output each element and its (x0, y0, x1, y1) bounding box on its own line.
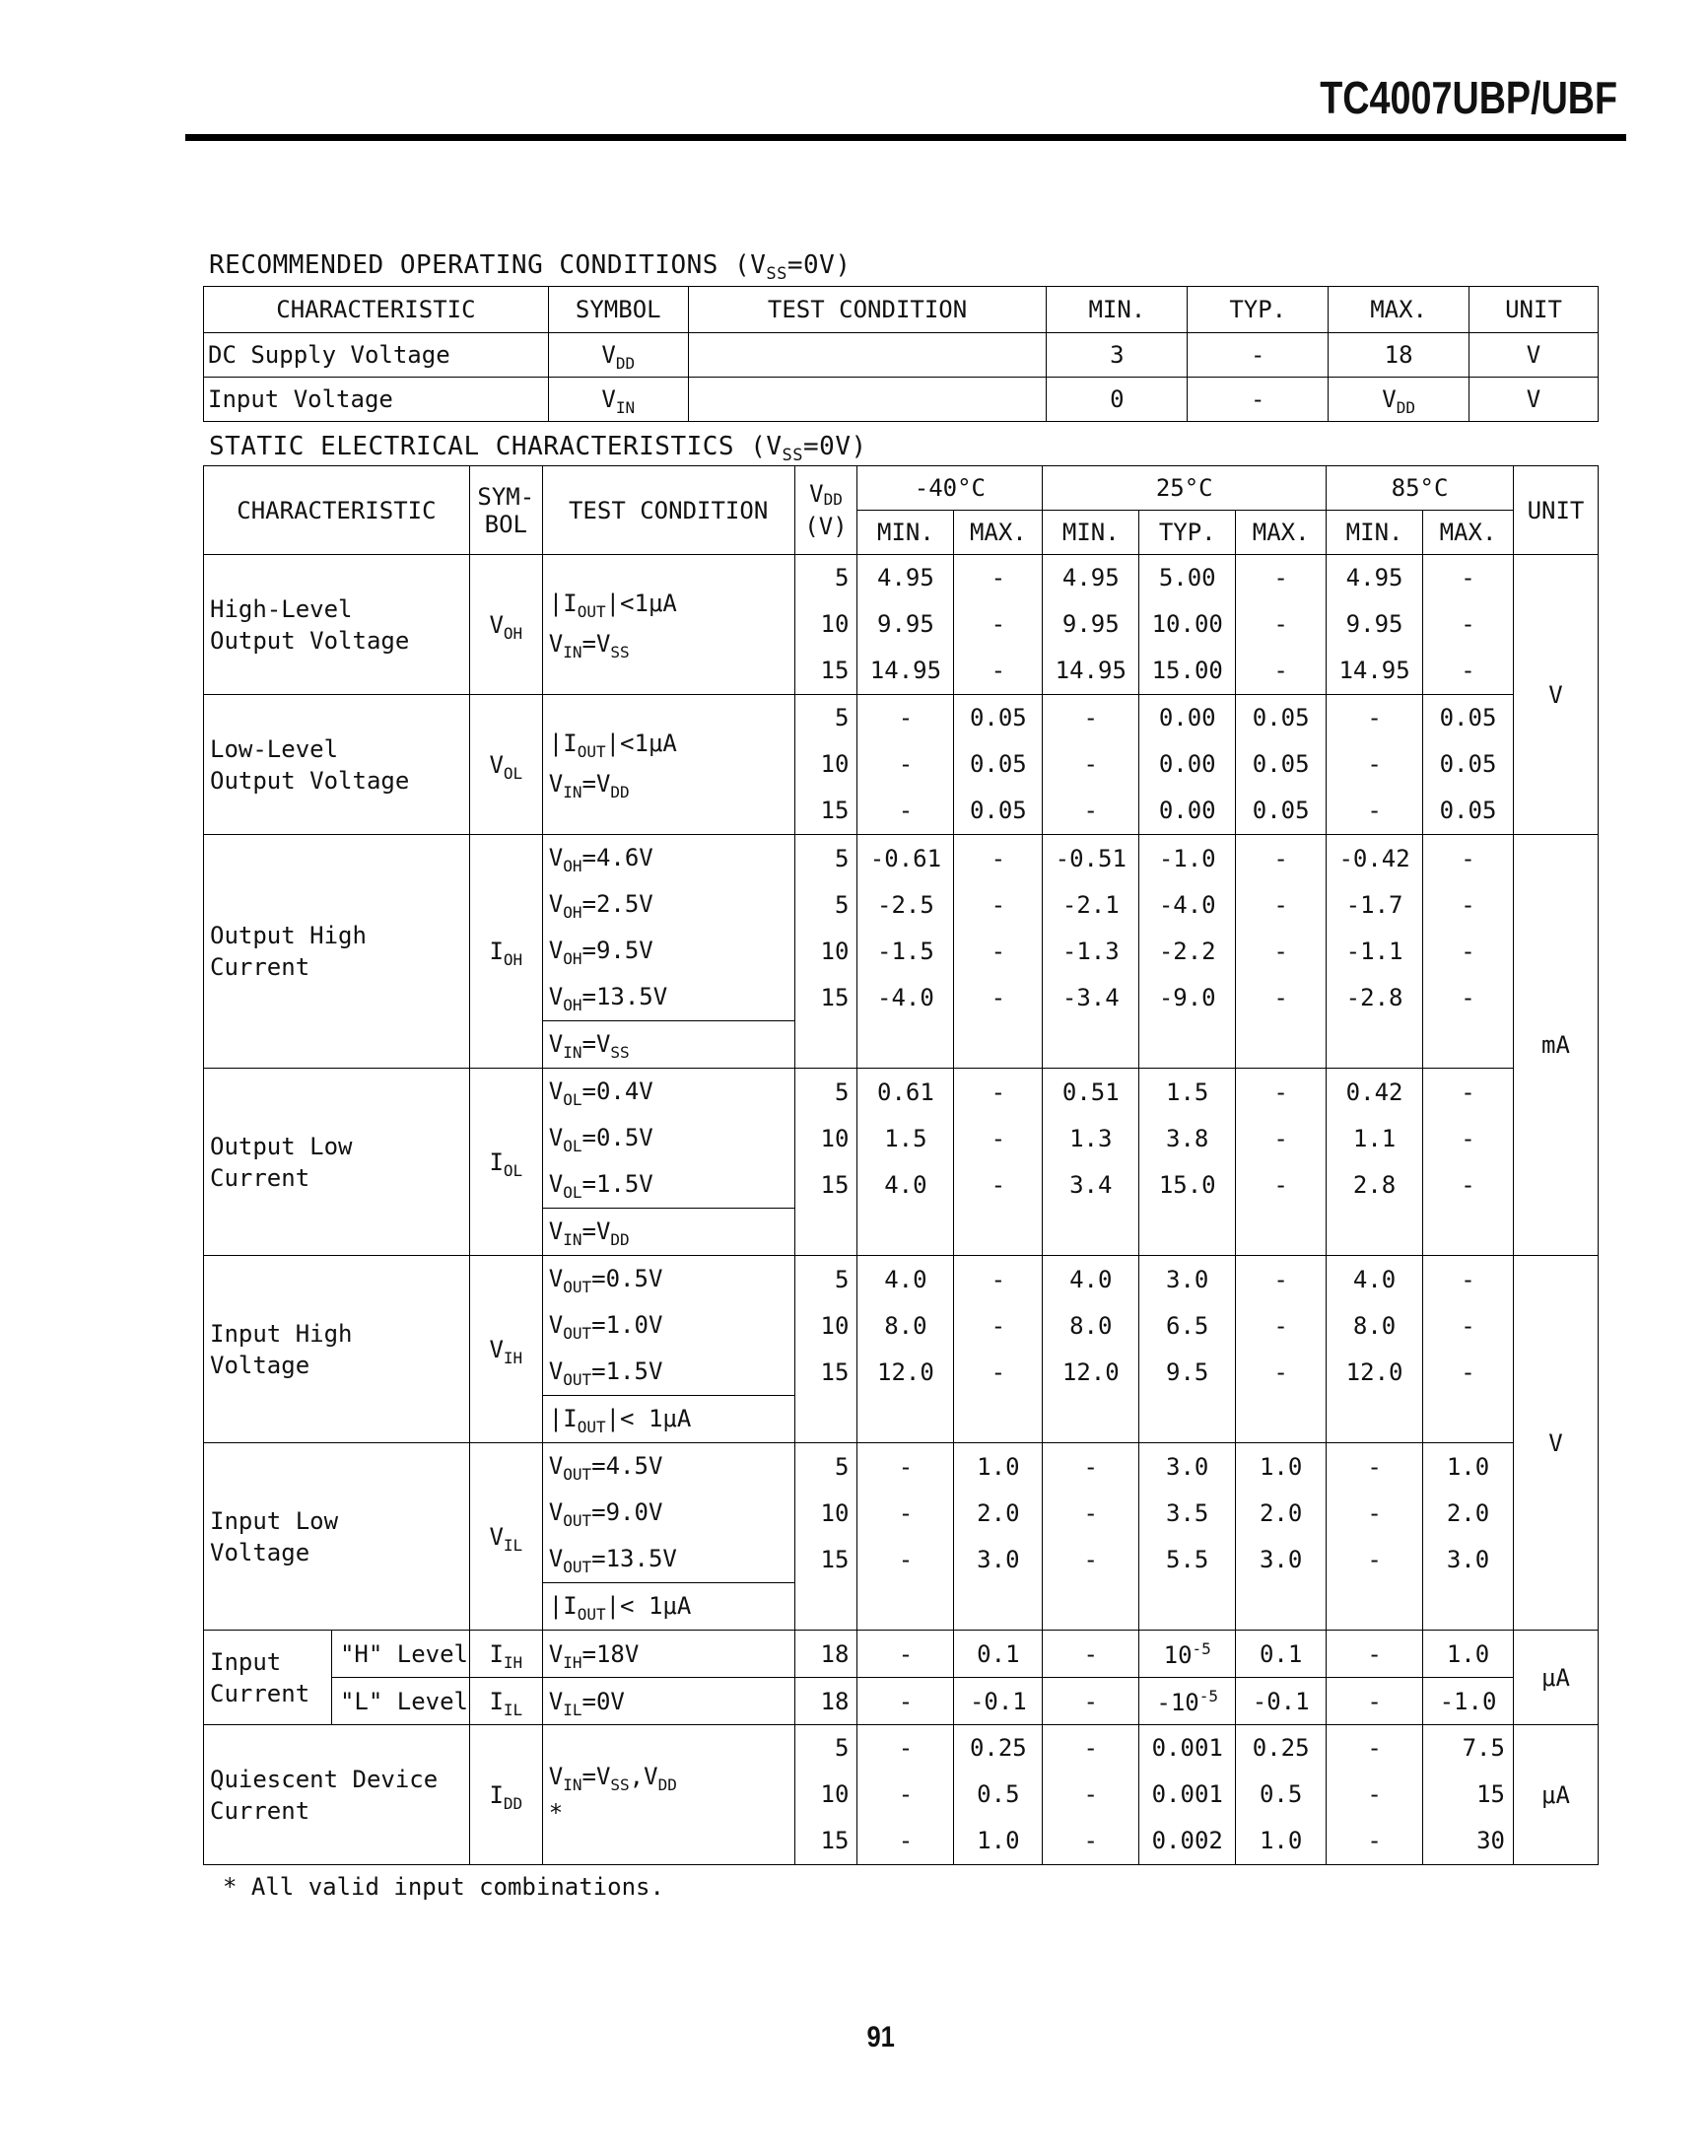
cell-char: Input Voltage (204, 378, 549, 422)
cell-85-max: 0.05 0.05 0.05 (1423, 695, 1514, 835)
col-typ: TYP. (1188, 287, 1329, 333)
col-min: MIN. (1327, 511, 1423, 555)
col-min: MIN. (857, 511, 954, 555)
col-min: MIN. (1047, 287, 1188, 333)
col-typ: TYP. (1139, 511, 1236, 555)
col-test-condition: TEST CONDITION (688, 287, 1047, 333)
col-max: MAX. (1236, 511, 1327, 555)
cell-m40-min: - - - (857, 1725, 954, 1865)
cell-m40-max: 0.1 (954, 1631, 1043, 1678)
cell-level: "L" Level (331, 1678, 469, 1725)
cell-m40-min: - - - (857, 695, 954, 835)
static-electrical-characteristics-table (203, 465, 1599, 1865)
cell-25-typ: 3.0 3.5 5.5 (1139, 1443, 1236, 1631)
col-test-condition: TEST CONDITION (542, 466, 794, 555)
cell-sym: $V_{IL}$ (469, 1443, 542, 1631)
cell-25-min: 4.0 8.0 12.0 (1043, 1256, 1139, 1443)
cell-max: 18 (1329, 333, 1469, 378)
cell-25-typ: 3.0 6.5 9.5 (1139, 1256, 1236, 1443)
cell-char: DC Supply Voltage (204, 333, 549, 378)
cell-unit: V (1513, 1256, 1598, 1631)
col-unit: UNIT (1469, 287, 1599, 333)
cell-cond: $V_{OL}=0.4V$ $V_{OL}=0.5V$ $V_{OL}=1.5V$ $V_{IN}=V_{DD}$ (542, 1069, 794, 1256)
cell-25-min: - (1043, 1678, 1139, 1725)
cell-char: High-Level Output Voltage (204, 555, 470, 695)
cell-85-max: - - - (1423, 1256, 1514, 1443)
cell-sym: $I_{OH}$ (469, 835, 542, 1069)
cell-m40-max: - - - (954, 1256, 1043, 1443)
col-max: MAX. (1423, 511, 1514, 555)
cell-25-min: -0.51 -2.1 -1.3 -3.4 (1043, 835, 1139, 1069)
cell-85-min: - - - (1327, 1443, 1423, 1631)
cell-m40-min: - - - (857, 1443, 954, 1631)
cell-cond: $V_{OH}=4.6V$ $V_{OH}=2.5V$ $V_{OH}=9.5V$ $V_{OH}=13.5V$ $V_{IN}=V_{SS}$ (542, 835, 794, 1069)
cell-typ: - (1188, 333, 1329, 378)
cell-vdd: 5 10 15 (794, 1443, 857, 1631)
cell-25-max: - - - (1236, 1069, 1327, 1256)
cell-unit: V (1469, 333, 1599, 378)
cell-25-max: 0.1 (1236, 1631, 1327, 1678)
cell-char: Input High Voltage (204, 1256, 470, 1443)
col-max: MAX. (954, 511, 1043, 555)
cell-25-max: - - - (1236, 1256, 1327, 1443)
cell-m40-min: -0.61 -2.5 -1.5 -4.0 (857, 835, 954, 1069)
cell-vdd: 5 10 15 (794, 1256, 857, 1443)
cell-25-typ: $-10^{-5}$ (1139, 1678, 1236, 1725)
col-max: MAX. (1329, 287, 1469, 333)
col-unit: UNIT (1513, 466, 1598, 555)
roc-section-title: RECOMMENDED OPERATING CONDITIONS $(V_{SS}=0V)$ (209, 250, 852, 285)
cell-char: Input Low Voltage (204, 1443, 470, 1631)
cell-max: $V_{DD}$ (1329, 378, 1469, 422)
cell-25-typ: 0.00 0.00 0.00 (1139, 695, 1236, 835)
cell-25-min: 0.51 1.3 3.4 (1043, 1069, 1139, 1256)
cell-m40-min: 4.0 8.0 12.0 (857, 1256, 954, 1443)
cell-85-max: - - - (1423, 555, 1514, 695)
cell-m40-min: 0.61 1.5 4.0 (857, 1069, 954, 1256)
cell-85-min: - - - (1327, 695, 1423, 835)
cell-25-max: -0.1 (1236, 1678, 1327, 1725)
cell-25-max: 1.0 2.0 3.0 (1236, 1443, 1327, 1631)
cell-25-typ: $10^{-5}$ (1139, 1631, 1236, 1678)
cell-sym: $I_{OL}$ (469, 1069, 542, 1256)
header-rule (185, 134, 1626, 141)
cell-char: Output High Current (204, 835, 470, 1069)
col-temp-25: 25°C (1043, 466, 1327, 511)
cell-85-max: - - - (1423, 1069, 1514, 1256)
cell-m40-min: 4.95 9.95 14.95 (857, 555, 954, 695)
roc-row-input-voltage (204, 378, 1599, 422)
cell-85-min: -0.42 -1.7 -1.1 -2.8 (1327, 835, 1423, 1069)
cell-25-min: 4.95 9.95 14.95 (1043, 555, 1139, 695)
sec-header-row-1 (204, 466, 1599, 511)
cell-cond (688, 378, 1047, 422)
cell-unit: μA (1513, 1631, 1598, 1725)
cell-m40-max: 0.25 0.5 1.0 (954, 1725, 1043, 1865)
cell-85-min: 4.0 8.0 12.0 (1327, 1256, 1423, 1443)
cell-25-max: - - - - (1236, 835, 1327, 1069)
roc-header-row (204, 287, 1599, 333)
cell-25-min: - - - (1043, 1443, 1139, 1631)
col-symbol: SYM- BOL (469, 466, 542, 555)
cell-m40-max: 0.05 0.05 0.05 (954, 695, 1043, 835)
row-output-low-current (204, 1069, 1599, 1256)
cell-m40-max: - - - - (954, 835, 1043, 1069)
cell-85-max: 7.5 15 30 (1423, 1725, 1514, 1865)
cell-25-max: - - - (1236, 555, 1327, 695)
cell-cond: $V_{OUT}=4.5V$ $V_{OUT}=9.0V$ $V_{OUT}=13.5V$ $|I_{OUT}|< 1\mu A$ (542, 1443, 794, 1631)
cell-unit: μA (1513, 1725, 1598, 1865)
row-high-level-output-voltage (204, 555, 1599, 695)
cell-char: Low-Level Output Voltage (204, 695, 470, 835)
cell-unit: V (1513, 555, 1598, 835)
cell-m40-max: 1.0 2.0 3.0 (954, 1443, 1043, 1631)
cell-char: Quiescent Device Current (204, 1725, 470, 1865)
cell-unit: mA (1513, 835, 1598, 1256)
cell-25-min: - (1043, 1631, 1139, 1678)
cell-min: 3 (1047, 333, 1188, 378)
cell-vdd: 5 10 15 (794, 695, 857, 835)
cell-25-min: - - - (1043, 1725, 1139, 1865)
cell-sym: $V_{IH}$ (469, 1256, 542, 1443)
cell-unit: V (1469, 378, 1599, 422)
document-title: TC4007UBP/UBF (1320, 72, 1617, 123)
cell-m40-max: - - - (954, 555, 1043, 695)
col-vdd: VDD (V) (794, 466, 857, 555)
recommended-operating-conditions-table (203, 286, 1599, 422)
cell-25-typ: -1.0 -4.0 -2.2 -9.0 (1139, 835, 1236, 1069)
cell-vdd: 5 10 15 (794, 1069, 857, 1256)
row-output-high-current (204, 835, 1599, 1069)
cell-25-max: 0.05 0.05 0.05 (1236, 695, 1327, 835)
cell-cond: $|I_{OUT}|<1\mu A$ $V_{IN}=V_{DD}$ (542, 695, 794, 835)
cell-25-typ: 1.5 3.8 15.0 (1139, 1069, 1236, 1256)
cell-min: 0 (1047, 378, 1188, 422)
col-characteristic: CHARACTERISTIC (204, 466, 470, 555)
cell-25-min: - - - (1043, 695, 1139, 835)
cell-sym: $V_{OL}$ (469, 695, 542, 835)
cell-sym: $V_{DD}$ (548, 333, 688, 378)
cell-25-typ: 5.00 10.00 15.00 (1139, 555, 1236, 695)
cell-85-max: 1.0 (1423, 1631, 1514, 1678)
row-input-current-low (204, 1678, 1599, 1725)
col-symbol: SYMBOL (548, 287, 688, 333)
col-temp-minus40: -40°C (857, 466, 1043, 511)
cell-sym: $I_{IL}$ (469, 1678, 542, 1725)
cell-vdd: 18 (794, 1631, 857, 1678)
cell-85-max: - - - - (1423, 835, 1514, 1069)
cell-sym: $I_{DD}$ (469, 1725, 542, 1865)
cell-m40-min: - (857, 1631, 954, 1678)
cell-sym: $V_{IN}$ (548, 378, 688, 422)
cell-25-typ: 0.001 0.001 0.002 (1139, 1725, 1236, 1865)
cell-m40-max: - - - (954, 1069, 1043, 1256)
cell-vdd: 5 10 15 (794, 555, 857, 695)
cell-cond: $V_{IH}=18V$ (542, 1631, 794, 1678)
page-number: 91 (866, 2021, 895, 2053)
cell-85-max: -1.0 (1423, 1678, 1514, 1725)
cell-sym: $V_{OH}$ (469, 555, 542, 695)
cell-85-min: - - - (1327, 1725, 1423, 1865)
cell-85-max: 1.0 2.0 3.0 (1423, 1443, 1514, 1631)
col-min: MIN. (1043, 511, 1139, 555)
cell-vdd: 5 10 15 (794, 1725, 857, 1865)
cell-sym: $I_{IH}$ (469, 1631, 542, 1678)
cell-char: Input Current (204, 1631, 332, 1725)
cell-m40-max: -0.1 (954, 1678, 1043, 1725)
cell-85-min: 0.42 1.1 2.8 (1327, 1069, 1423, 1256)
roc-row-dc-supply (204, 333, 1599, 378)
cell-typ: - (1188, 378, 1329, 422)
cell-vdd: 18 (794, 1678, 857, 1725)
cell-m40-min: - (857, 1678, 954, 1725)
cell-char: Output Low Current (204, 1069, 470, 1256)
cell-25-max: 0.25 0.5 1.0 (1236, 1725, 1327, 1865)
row-quiescent-device-current (204, 1725, 1599, 1865)
sec-section-title: STATIC ELECTRICAL CHARACTERISTICS $(V_{SS}=0V)$ (209, 432, 867, 466)
row-input-low-voltage (204, 1443, 1599, 1631)
cell-cond: $|I_{OUT}|<1\mu A$ $V_{IN}=V_{SS}$ (542, 555, 794, 695)
cell-cond (688, 333, 1047, 378)
row-input-current-high (204, 1631, 1599, 1678)
row-input-high-voltage (204, 1256, 1599, 1443)
cell-cond: $V_{IN}=V_{SS},V_{DD}$ * (542, 1725, 794, 1865)
cell-cond: $V_{OUT}=0.5V$ $V_{OUT}=1.0V$ $V_{OUT}=1.5V$ $|I_{OUT}|< 1\mu A$ (542, 1256, 794, 1443)
cell-85-min: - (1327, 1631, 1423, 1678)
cell-85-min: 4.95 9.95 14.95 (1327, 555, 1423, 695)
cell-cond: $V_{IL}=0V$ (542, 1678, 794, 1725)
cell-85-min: - (1327, 1678, 1423, 1725)
col-characteristic: CHARACTERISTIC (204, 287, 549, 333)
row-low-level-output-voltage (204, 695, 1599, 835)
col-temp-85: 85°C (1327, 466, 1514, 511)
cell-level: "H" Level (331, 1631, 469, 1678)
cell-vdd: 5 5 10 15 (794, 835, 857, 1069)
footnote: * All valid input combinations. (223, 1873, 664, 1901)
